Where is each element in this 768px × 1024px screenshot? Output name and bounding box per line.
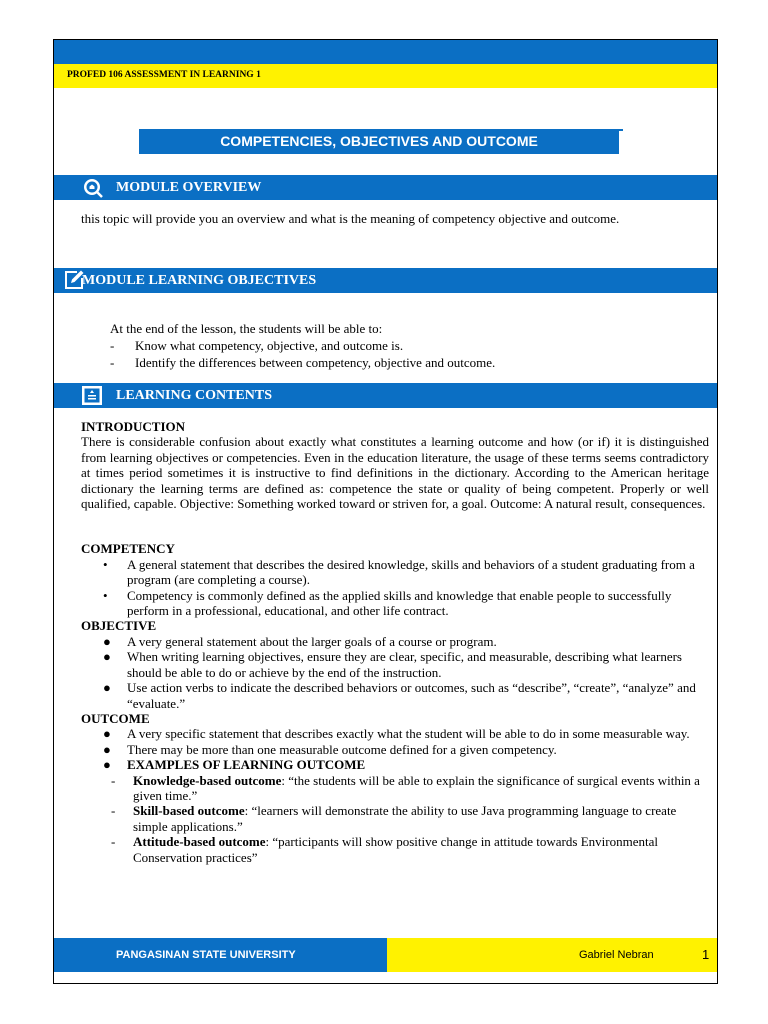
competency-heading: COMPETENCY	[81, 541, 175, 557]
footer-author-band	[387, 938, 718, 972]
module-overview-bar	[54, 175, 717, 200]
list-item: • A general statement that describes the desired knowledge, skills and behaviors of a student graduating from a program (are completing a course).	[103, 556, 695, 588]
module-title: COMPETENCIES, OBJECTIVES AND OUTCOME	[220, 133, 538, 149]
module-overview-heading: MODULE OVERVIEW	[116, 180, 262, 195]
examples-heading: EXAMPLES OF LEARNING OUTCOME	[127, 757, 366, 773]
list-item: ● A very general statement about the larger goals of a course or program.	[103, 633, 497, 649]
learning-contents-body	[81, 419, 709, 865]
overview-text: this topic will provide you an overview and what is the meaning of competency objective and outcome.	[81, 211, 620, 226]
learning-objectives-heading: MODULE LEARNING OBJECTIVES	[82, 273, 317, 288]
list-item: ● Use action verbs to indicate the described behaviors or outcomes, such as “describe”, “create”, “analyze” and “evaluate.”	[103, 680, 696, 711]
examples-list	[81, 773, 709, 865]
objective-list	[81, 634, 709, 711]
list-item: ● A very specific statement that describes exactly what the student will be able to do in some measurable way.	[103, 726, 690, 742]
list-item: - Knowledge-based outcome: “the students will be able to explain the significance of surgical events within a given time.”	[111, 772, 700, 803]
author-name: Gabriel Nebran	[579, 949, 654, 961]
introduction-heading: INTRODUCTION	[81, 419, 186, 434]
learning-contents-bar	[54, 383, 717, 408]
list-item: • Competency is commonly defined as the applied skills and knowledge that enable people to successfully perform in a professional, educational, and other life contract.	[103, 587, 672, 619]
objective-heading: OBJECTIVE	[81, 618, 157, 634]
outcome-heading: OUTCOME	[81, 710, 150, 726]
learning-contents-heading: LEARNING CONTENTS	[116, 388, 272, 403]
list-item: - Attitude-based outcome: “participants will show positive change in attitude towards Environmental Conservation practices”	[111, 834, 658, 865]
list-item: ● EXAMPLES OF LEARNING OUTCOME	[103, 757, 366, 773]
list-item: ● There may be more than one measurable outcome defined for a given competency.	[103, 741, 557, 757]
document-page	[53, 39, 718, 984]
page-number: 1	[702, 947, 710, 962]
header-blue-band	[54, 40, 717, 64]
competency-list	[81, 557, 709, 619]
document-icon	[81, 385, 103, 415]
introduction-text: There is considerable confusion about exactly what constitutes a learning outcome and how (or if) it is distinguished from learning objectives or competencies. Even in the education literature, the usage of these terms seems contradictory at times period sometimes it is instructive to find definitions in the dictionary. According to the American heritage dictionary the learning terms are defined as: competence the state or quality of being competent. Properly or well qualified, capable. Objective: Something worked toward or striven for, a goal. Outcome: A natural result, consequences.	[81, 434, 709, 512]
objective-item: - Know what competency, objective, and outcome is.	[110, 338, 404, 353]
course-title: PROFED 106 ASSESSMENT IN LEARNING 1	[67, 70, 261, 80]
magnifier-icon	[82, 177, 104, 208]
university-name: PANGASINAN STATE UNIVERSITY	[116, 949, 296, 961]
learning-objectives-bar	[54, 268, 717, 293]
objectives-intro: At the end of the lesson, the students will be able to:	[110, 321, 383, 336]
objective-item: - Identify the differences between competency, objective and outcome.	[110, 355, 496, 370]
module-title-bar	[139, 129, 619, 154]
footer-university-band	[54, 938, 387, 972]
objectives-block	[110, 320, 700, 371]
list-item: - Skill-based outcome: “learners will demonstrate the ability to use Java programming language to create simple applications.”	[111, 803, 677, 834]
outcome-list	[81, 726, 709, 772]
list-item: ● When writing learning objectives, ensure they are clear, specific, and measurable, describing what learners should be able to do or achieve by the end of the instruction.	[103, 649, 682, 680]
